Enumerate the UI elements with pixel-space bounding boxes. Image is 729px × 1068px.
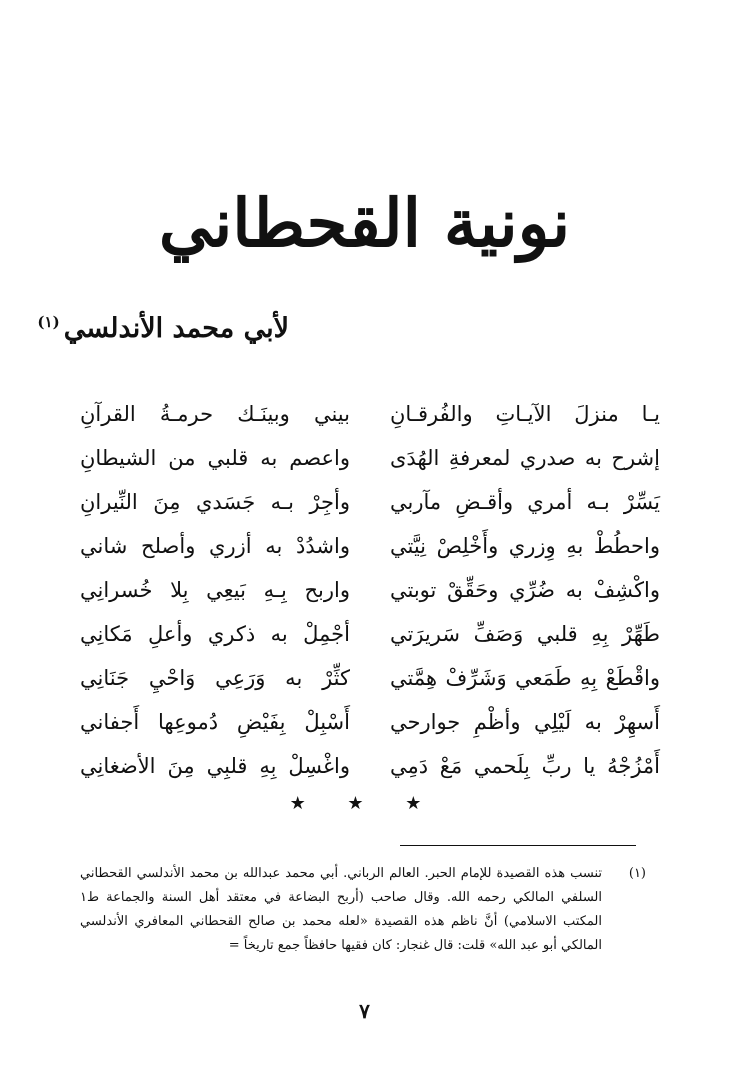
verse-first-hemistich: واقْطَعْ بِهِ طَمَعي وَشَرِّفْ هِمَّتي — [390, 666, 660, 690]
verse-first-hemistich: واحطُطْ بهِ وِزري وأَخْلِصْ نِيَّتي — [390, 534, 660, 558]
section-separator-stars: ★ ★ ★ — [289, 793, 440, 814]
poem-title: نونية القحطاني — [158, 184, 571, 262]
verse-second-hemistich: أجْمِلْ به ذكري وأعلِ مَكانِي — [80, 622, 350, 646]
verse-line — [80, 612, 660, 656]
verse-first-hemistich: أَمْزُجْهُ يا ربِّ بِلَحمي مَعْ دَمِي — [390, 754, 660, 778]
verse-line — [80, 568, 660, 612]
verse-line — [80, 480, 660, 524]
verse-line — [80, 700, 660, 744]
verse-first-hemistich: أَسهِرْ به لَيْلِي وأظْمِ جوارحي — [390, 710, 660, 734]
verse-line — [80, 744, 660, 788]
verse-second-hemistich: واغْسِلْ بِهِ قلبِي مِنَ الأضغانِي — [80, 754, 350, 778]
verse-line — [80, 436, 660, 480]
verse-second-hemistich: واربح بِـهِ بَيعِي بِلا خُسرانِي — [80, 578, 350, 602]
verse-first-hemistich: يَسِّرْ بـه أمري وأقـضِ مآربي — [390, 490, 660, 514]
footnote — [80, 862, 646, 958]
verse-second-hemistich: بيني وبينَـك حرمـةُ القرآنِ — [80, 402, 350, 426]
author-name: لأبي محمد الأندلسي — [63, 313, 289, 344]
page-number: ٧ — [359, 999, 370, 1023]
verses-block — [80, 392, 660, 788]
verse-second-hemistich: أَسْبِلْ بِفَيْضِ دُموعِها أَجفاني — [80, 710, 350, 734]
footnote-reference: (١) — [37, 313, 60, 331]
verse-line — [80, 656, 660, 700]
verse-second-hemistich: واشدُدْ به أزري وأصلح شاني — [80, 534, 350, 558]
verse-first-hemistich: طَهِّرْ بِهِ قلبي وَصَفِّ سَريرَتي — [390, 622, 660, 646]
verse-line — [80, 524, 660, 568]
verse-first-hemistich: يـا منزلَ الآيـاتِ والفُرقـانِ — [390, 402, 660, 426]
verse-first-hemistich: واكْشِفْ به ضُرِّي وحَقِّقْ توبتي — [390, 578, 660, 602]
footnote-divider — [400, 845, 636, 846]
verse-first-hemistich: إشرح به صدري لمعرفةِ الهُدَى — [390, 446, 660, 470]
verse-second-hemistich: وأجِرْ بـه جَسَدي مِنَ النِّيرانِ — [80, 490, 350, 514]
footnote-number: (١) — [628, 866, 646, 881]
footnote-text: تنسب هذه القصيدة للإمام الحبر. العالم الرباني. أبي محمد عبدالله بن محمد الأندلسي القحطاني السلفي المالكي رحمه الله. وقال صاحب (أربح البضاعة في معتقد أهل السنة والجماعة ط١ المكتب الاسلامي) أنَّ ناظم هذه القصيدة «لعله محمد بن صالح القحطاني المعافري الأندلسي المالكي أبو عبد الله» قلت: قال غنجار: كان فقيها حافظاً جمع تاريخاً = — [80, 866, 602, 953]
verse-line — [80, 392, 660, 436]
verse-second-hemistich: كثِّرْ به وَرَعِي وَاحْيِ جَنَانِي — [80, 666, 350, 690]
verse-second-hemistich: واعصم به قلبي من الشيطانِ — [80, 446, 350, 470]
poem-author — [37, 300, 289, 344]
